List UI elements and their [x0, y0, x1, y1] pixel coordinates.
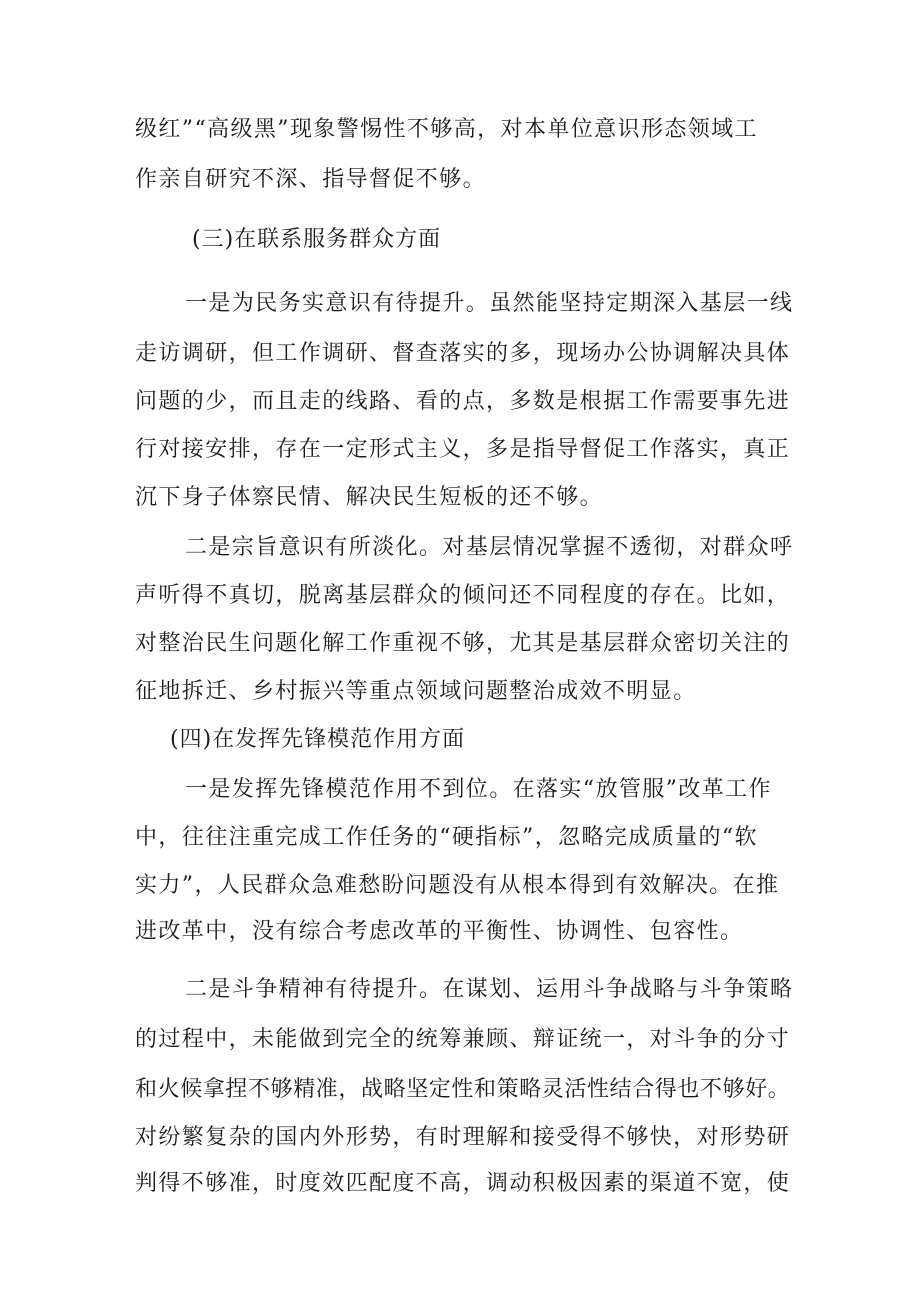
- body-line-18: 二是斗争精神有待提升。在谋划、运用斗争战略与斗争策略: [185, 977, 794, 1002]
- body-line-20: 和火候拿捏不够精准，战略坚定性和策略灵活性结合得也不够好。: [135, 1077, 791, 1102]
- body-line-14: 一是发挥先锋模范作用不到位。在落实“放管服”改革工作: [185, 777, 772, 802]
- body-line-4: 一是为民务实意识有待提升。虽然能坚持定期深入基层一线: [185, 291, 794, 316]
- section-heading-3: (三)在联系服务群众方面: [192, 227, 442, 252]
- body-line-11: 对整治民生问题化解工作重视不够，尤其是基层群众密切关注的: [135, 631, 791, 656]
- body-line-1: 级红”“高级黑”现象警惕性不够高，对本单位意识形态领域工: [135, 117, 758, 142]
- body-line-6: 问题的少，而且走的线路、看的点，多数是根据工作需要事先进: [135, 389, 791, 414]
- body-line-9: 二是宗旨意识有所淡化。对基层情况掌握不透彻，对群众呼: [185, 535, 794, 560]
- body-line-22: 判得不够准，时度效匹配度不高，调动积极因素的渠道不宽，使: [135, 1171, 791, 1196]
- body-line-15: 中，往往注重完成工作任务的“硬指标”，忽略完成质量的“软: [135, 825, 758, 850]
- body-line-16: 实力”，人民群众急难愁盼问题没有从根本得到有效解决。在推: [135, 873, 780, 898]
- body-line-2: 作亲自研究不深、指导督促不够。: [135, 167, 487, 192]
- body-line-10: 声听得不真切，脱离基层群众的倾问还不同程度的存在。比如，: [135, 583, 791, 608]
- body-line-5: 走访调研，但工作调研、督查落实的多，现场办公协调解决具体: [135, 341, 791, 366]
- body-line-7: 行对接安排，存在一定形式主义，多是指导督促工作落实，真正: [135, 437, 791, 462]
- body-line-12: 征地拆迁、乡村振兴等重点领域问题整治成效不明显。: [135, 679, 697, 704]
- section-heading-4: (四)在发挥先锋模范作用方面: [170, 727, 466, 752]
- body-line-19: 的过程中，未能做到完全的统筹兼顾、辩证统一，对斗争的分寸: [135, 1027, 791, 1052]
- body-line-8: 沉下身子体察民情、解决民生短板的还不够。: [135, 485, 604, 510]
- body-line-21: 对纷繁复杂的国内外形势，有时理解和接受得不够快，对形势研: [135, 1125, 791, 1150]
- body-line-17: 进改革中，没有综合考虑改革的平衡性、协调性、包容性。: [135, 919, 744, 944]
